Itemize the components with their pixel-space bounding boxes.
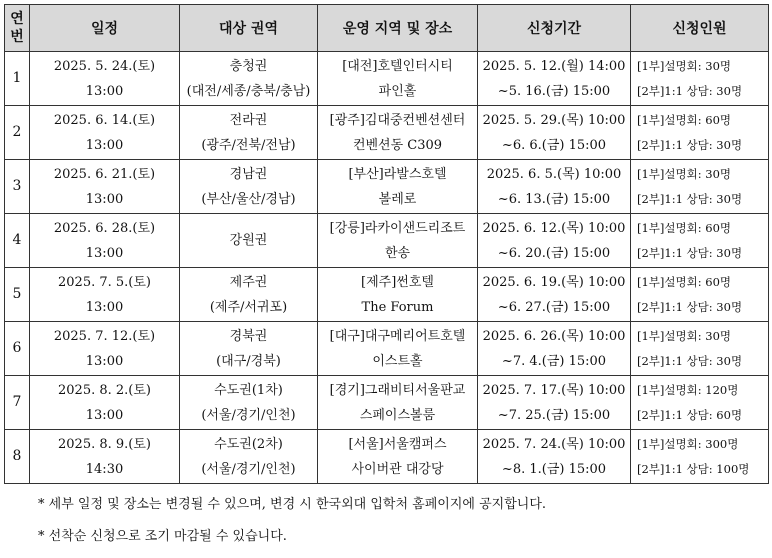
cell-number: 7 [5, 376, 30, 430]
cell-venue [318, 376, 478, 430]
region-text: 전라권 [229, 112, 268, 128]
cell-venue [318, 214, 478, 268]
date-text: 2025. 5. 24.(토) [53, 58, 156, 74]
period-start: 2025. 5. 29.(목) 10:00 [482, 112, 626, 128]
time-text: 13:00 [85, 353, 124, 369]
venue-line2: 파인홀 [378, 83, 417, 99]
venue-line2: 볼레로 [378, 191, 417, 207]
capacity-part1: [1부]설명회: 30명 [637, 58, 731, 73]
region-text: 강원권 [229, 233, 268, 248]
cell-period [478, 430, 631, 484]
cell-period [478, 52, 631, 106]
cell-capacity [631, 160, 769, 214]
cell-period [478, 322, 631, 376]
cell-region [180, 268, 318, 322]
period-end: ~6. 20.(금) 15:00 [497, 245, 611, 261]
period-start: 2025. 6. 12.(목) 10:00 [482, 220, 626, 236]
table-row [5, 214, 769, 268]
cell-capacity [631, 430, 769, 484]
venue-line1: [서울]서울캠퍼스 [348, 436, 447, 452]
region-text: 경남권 [229, 166, 268, 182]
time-text: 13:00 [85, 245, 124, 261]
cell-date [30, 106, 180, 160]
region-sub-text: (광주/전북/전남) [201, 137, 296, 153]
region-sub-text: (대전/세종/충북/충남) [186, 83, 311, 99]
region-sub-text: (대구/경북) [216, 353, 281, 369]
date-text: 2025. 6. 28.(토) [53, 220, 156, 236]
cell-region [180, 52, 318, 106]
venue-line2: 이스트홀 [372, 353, 423, 369]
cell-period [478, 106, 631, 160]
cell-date [30, 322, 180, 376]
capacity-part2: [2부]1:1 상담: 30명 [637, 137, 743, 152]
cell-number: 4 [5, 214, 30, 268]
region-sub-text: (서울/경기/인천) [201, 461, 296, 477]
cell-region [180, 322, 318, 376]
time-text: 13:00 [85, 137, 124, 153]
date-text: 2025. 6. 21.(토) [53, 166, 156, 182]
region-sub-text: (부산/울산/경남) [201, 191, 296, 207]
cell-number: 6 [5, 322, 30, 376]
venue-line2: 한송 [384, 245, 411, 261]
venue-line1: [대전]호텔인터시티 [342, 58, 453, 74]
cell-venue [318, 52, 478, 106]
header-number [5, 5, 30, 52]
period-end: ~8. 1.(금) 15:00 [501, 461, 607, 477]
cell-number: 1 [5, 52, 30, 106]
time-text: 13:00 [85, 407, 124, 423]
venue-line1: [강릉]라카이샌드리조트 [329, 220, 466, 236]
cell-number: 3 [5, 160, 30, 214]
period-end: ~6. 27.(금) 15:00 [497, 299, 611, 315]
cell-capacity [631, 376, 769, 430]
cell-period [478, 160, 631, 214]
cell-region [180, 376, 318, 430]
cell-number: 8 [5, 430, 30, 484]
header-date: 일정 [30, 5, 180, 52]
cell-venue [318, 160, 478, 214]
header-number-line2: 번 [10, 29, 24, 45]
schedule-table [4, 4, 769, 484]
cell-period [478, 268, 631, 322]
cell-venue [318, 106, 478, 160]
cell-number: 2 [5, 106, 30, 160]
period-start: 2025. 6. 5.(목) 10:00 [486, 166, 622, 182]
table-row [5, 160, 769, 214]
capacity-part1: [1부]설명회: 60명 [637, 220, 731, 235]
capacity-part1: [1부]설명회: 30명 [637, 328, 731, 343]
region-sub-text: (제주/서귀포) [209, 299, 288, 315]
region-sub-text: (서울/경기/인천) [201, 407, 296, 423]
region-text: 경북권 [229, 328, 268, 344]
period-start: 2025. 5. 12.(월) 14:00 [482, 58, 626, 74]
header-region: 대상 권역 [180, 5, 318, 52]
cell-capacity [631, 52, 769, 106]
period-end: ~5. 16.(금) 15:00 [497, 83, 611, 99]
period-start: 2025. 6. 19.(목) 10:00 [482, 274, 626, 290]
venue-line1: [광주]김대중컨벤션센터 [329, 112, 466, 128]
cell-date [30, 430, 180, 484]
header-number-line1: 연 [10, 11, 24, 27]
capacity-part1: [1부]설명회: 120명 [637, 382, 739, 397]
cell-number: 5 [5, 268, 30, 322]
table-row [5, 322, 769, 376]
venue-line1: [대구]대구메리어트호텔 [329, 328, 466, 344]
cell-date [30, 268, 180, 322]
table-row [5, 268, 769, 322]
capacity-part2: [2부]1:1 상담: 30명 [637, 353, 743, 368]
capacity-part1: [1부]설명회: 300명 [637, 436, 739, 451]
cell-date [30, 376, 180, 430]
date-text: 2025. 7. 12.(토) [53, 328, 156, 344]
header-period: 신청기간 [478, 5, 631, 52]
capacity-part2: [2부]1:1 상담: 60명 [637, 407, 743, 422]
cell-date [30, 52, 180, 106]
venue-line2: 스페이스볼룸 [359, 407, 436, 423]
period-end: ~6. 13.(금) 15:00 [497, 191, 611, 207]
note-schedule-change: * 세부 일정 및 장소는 변경될 수 있으며, 변경 시 한국외대 입학처 홈페이지에 공지합니다. [38, 497, 547, 512]
cell-capacity [631, 106, 769, 160]
cell-capacity [631, 322, 769, 376]
cell-venue [318, 268, 478, 322]
cell-capacity [631, 268, 769, 322]
time-text: 13:00 [85, 83, 124, 99]
date-text: 2025. 8. 2.(토) [58, 382, 151, 398]
cell-date [30, 214, 180, 268]
time-text: 13:00 [85, 299, 124, 315]
table-row [5, 430, 769, 484]
venue-line2: The Forum [361, 299, 434, 315]
venue-line2: 컨벤션동 C309 [352, 137, 443, 153]
cell-region [180, 106, 318, 160]
cell-capacity [631, 214, 769, 268]
capacity-part1: [1부]설명회: 30명 [637, 166, 731, 181]
capacity-part2: [2부]1:1 상담: 100명 [637, 461, 750, 476]
note-first-come: * 선착순 신청으로 조기 마감될 수 있습니다. [38, 529, 287, 544]
venue-line1: [경기]그래비티서울판교 [329, 382, 466, 398]
header-venue: 운영 지역 및 장소 [318, 5, 478, 52]
cell-region [180, 430, 318, 484]
table-header-row [5, 5, 769, 52]
region-text: 수도권(2차) [214, 436, 283, 452]
capacity-part1: [1부]설명회: 60명 [637, 274, 731, 289]
capacity-part1: [1부]설명회: 60명 [637, 112, 731, 127]
period-start: 2025. 6. 26.(목) 10:00 [482, 328, 626, 344]
period-end: ~7. 4.(금) 15:00 [501, 353, 607, 369]
cell-venue [318, 430, 478, 484]
notes [38, 494, 758, 558]
period-start: 2025. 7. 24.(목) 10:00 [482, 436, 626, 452]
region-text: 제주권 [229, 274, 268, 290]
table-row [5, 376, 769, 430]
table-row [5, 52, 769, 106]
table-row [5, 106, 769, 160]
venue-line2: 사이버관 대강당 [351, 461, 444, 477]
date-text: 2025. 7. 5.(토) [58, 274, 151, 290]
capacity-part2: [2부]1:1 상담: 30명 [637, 299, 743, 314]
cell-region [180, 160, 318, 214]
table-body [5, 52, 769, 484]
period-start: 2025. 7. 17.(목) 10:00 [482, 382, 626, 398]
venue-line1: [부산]라발스호텔 [348, 166, 447, 182]
date-text: 2025. 8. 9.(토) [58, 436, 151, 452]
capacity-part2: [2부]1:1 상담: 30명 [637, 245, 743, 260]
period-end: ~7. 25.(금) 15:00 [497, 407, 611, 423]
header-capacity: 신청인원 [631, 5, 769, 52]
time-text: 13:00 [85, 191, 124, 207]
time-text: 14:30 [85, 461, 124, 477]
region-text: 충청권 [229, 58, 268, 74]
cell-region [180, 214, 318, 268]
region-text: 수도권(1차) [214, 382, 283, 398]
cell-date [30, 160, 180, 214]
date-text: 2025. 6. 14.(토) [53, 112, 156, 128]
period-end: ~6. 6.(금) 15:00 [501, 137, 607, 153]
cell-period [478, 214, 631, 268]
cell-venue [318, 322, 478, 376]
capacity-part2: [2부]1:1 상담: 30명 [637, 83, 743, 98]
cell-period [478, 376, 631, 430]
venue-line1: [제주]썬호텔 [361, 274, 434, 290]
capacity-part2: [2부]1:1 상담: 30명 [637, 191, 743, 206]
